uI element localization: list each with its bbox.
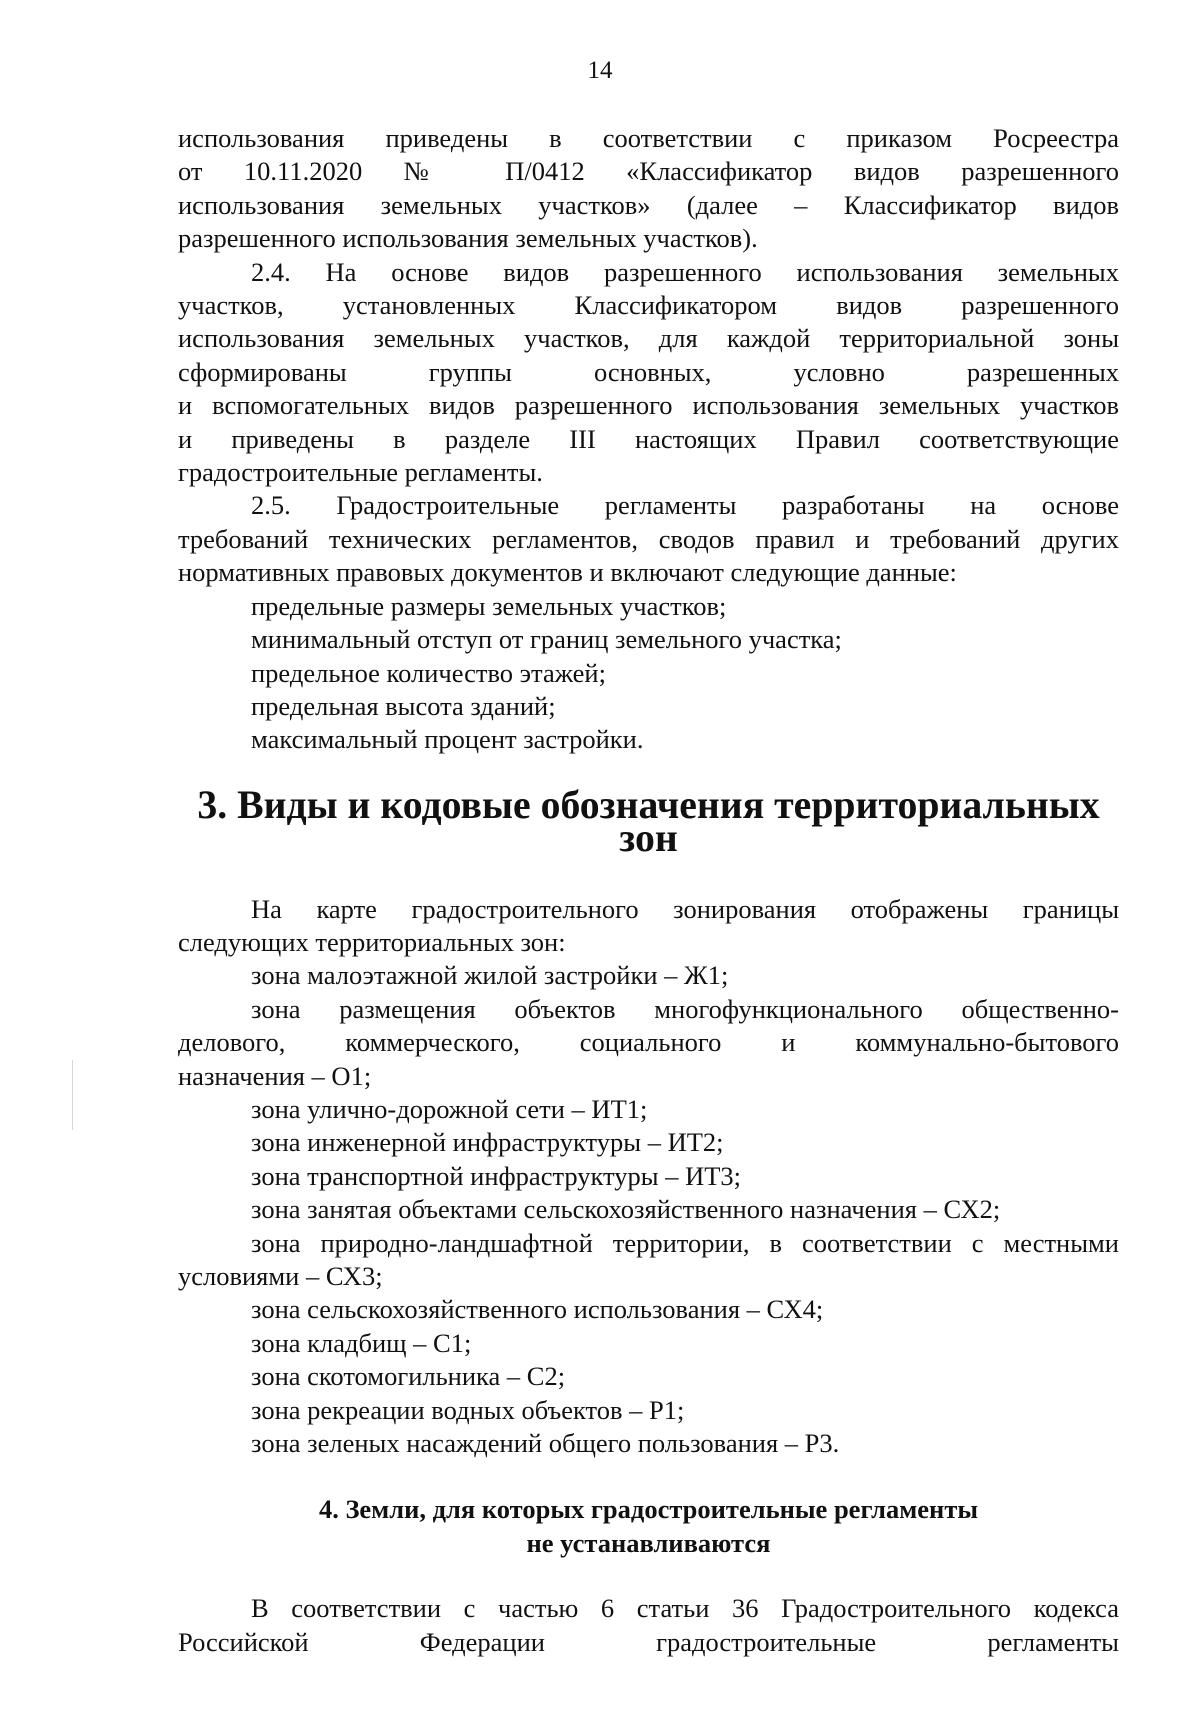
page-number: 14 bbox=[587, 57, 613, 84]
text-line: 2.5. Градостроительные регламенты разработаны на основе bbox=[251, 490, 1119, 521]
text-line: 2.4. На основе видов разрешенного использования земельных bbox=[251, 256, 1119, 287]
list-item: зона размещения объектов многофункционального общественно- bbox=[251, 993, 1119, 1024]
text-line: Российской Федерации градостроительные регламенты bbox=[178, 1626, 1119, 1657]
document-body bbox=[178, 122, 1119, 1659]
section-4-body bbox=[178, 1592, 1119, 1659]
list-item: зона инженерной инфраструктуры – ИТ2; bbox=[251, 1127, 724, 1158]
list-item: минимальный отступ от границ земельного участка; bbox=[251, 624, 842, 655]
text-line: разрешенного использования земельных участков). bbox=[178, 223, 758, 254]
list-item: максимальный процент застройки. bbox=[251, 724, 644, 755]
list-item: зона скотомогильника – С2; bbox=[251, 1361, 566, 1392]
text-line: назначения – О1; bbox=[178, 1060, 372, 1091]
list-item: зона кладбищ – С1; bbox=[251, 1327, 472, 1358]
list-item: предельные размеры земельных участков; bbox=[251, 590, 727, 621]
paragraph-2-5 bbox=[178, 489, 1119, 756]
list-item: зона занятая объектами сельскохозяйственного назначения – СХ2; bbox=[251, 1194, 1001, 1225]
text-line: использования земельных участков» (далее – Классификатор видов bbox=[178, 189, 1119, 220]
list-item: зона транспортной инфраструктуры – ИТ3; bbox=[251, 1160, 742, 1191]
text-line: от 10.11.2020 № П/0412 «Классификатор видов разрешенного bbox=[178, 156, 1119, 187]
paragraph-2-4 bbox=[178, 256, 1119, 490]
text-line: На карте градостроительного зонирования отображены границы bbox=[251, 893, 1119, 924]
text-line: условиями – СХ3; bbox=[178, 1261, 383, 1291]
list-item: зона рекреации водных объектов – Р1; bbox=[251, 1394, 685, 1425]
section-4-heading bbox=[178, 1493, 1119, 1560]
list-item: зона малоэтажной жилой застройки – Ж1; bbox=[251, 960, 729, 991]
text-line: использования приведены в соответствии с приказом Росреестра bbox=[178, 123, 1119, 153]
heading-line: не устанавливаются bbox=[526, 1527, 771, 1558]
text-line: и вспомогательных видов разрешенного использования земельных участков bbox=[178, 390, 1119, 421]
section-3-body bbox=[178, 893, 1119, 1461]
list-item: зона природно-ландшафтной территории, в соответствии с местными bbox=[251, 1227, 1119, 1258]
text-line: делового, коммерческого, социального и коммунально-бытового bbox=[178, 1027, 1119, 1058]
list-item: предельное количество этажей; bbox=[251, 657, 606, 688]
text-line: градостроительные регламенты. bbox=[178, 457, 543, 488]
list-item: зона улично-дорожной сети – ИТ1; bbox=[251, 1093, 648, 1124]
text-line: следующих территориальных зон: bbox=[178, 926, 566, 957]
heading-line: 4. Земли, для которых градостроительные регламенты bbox=[318, 1494, 979, 1525]
text-line: В соответствии с частью 6 статьи 36 Градостроительного кодекса bbox=[251, 1593, 1119, 1624]
intro-paragraph bbox=[178, 122, 1119, 256]
list-item: зона сельскохозяйственного использования – СХ4; bbox=[251, 1294, 824, 1325]
list-item: предельная высота зданий; bbox=[251, 690, 556, 721]
section-3-heading: 3. Виды и кодовые обозначения территориальных зон bbox=[197, 782, 1100, 861]
text-line: требований технических регламентов, сводов правил и требований других bbox=[178, 523, 1119, 554]
text-line: участков, установленных Классификатором видов разрешенного bbox=[178, 290, 1119, 321]
text-line: использования земельных участков, для каждой территориальной зоны bbox=[178, 323, 1119, 354]
scan-margin-mark bbox=[72, 1060, 73, 1130]
text-line: нормативных правовых документов и включают следующие данные: bbox=[178, 557, 957, 588]
text-line: сформированы группы основных, условно разрешенных bbox=[178, 356, 1119, 387]
list-item: зона зеленых насаждений общего пользования – Р3. bbox=[251, 1428, 840, 1459]
text-line: и приведены в разделе III настоящих Правил соответствующие bbox=[178, 423, 1119, 454]
